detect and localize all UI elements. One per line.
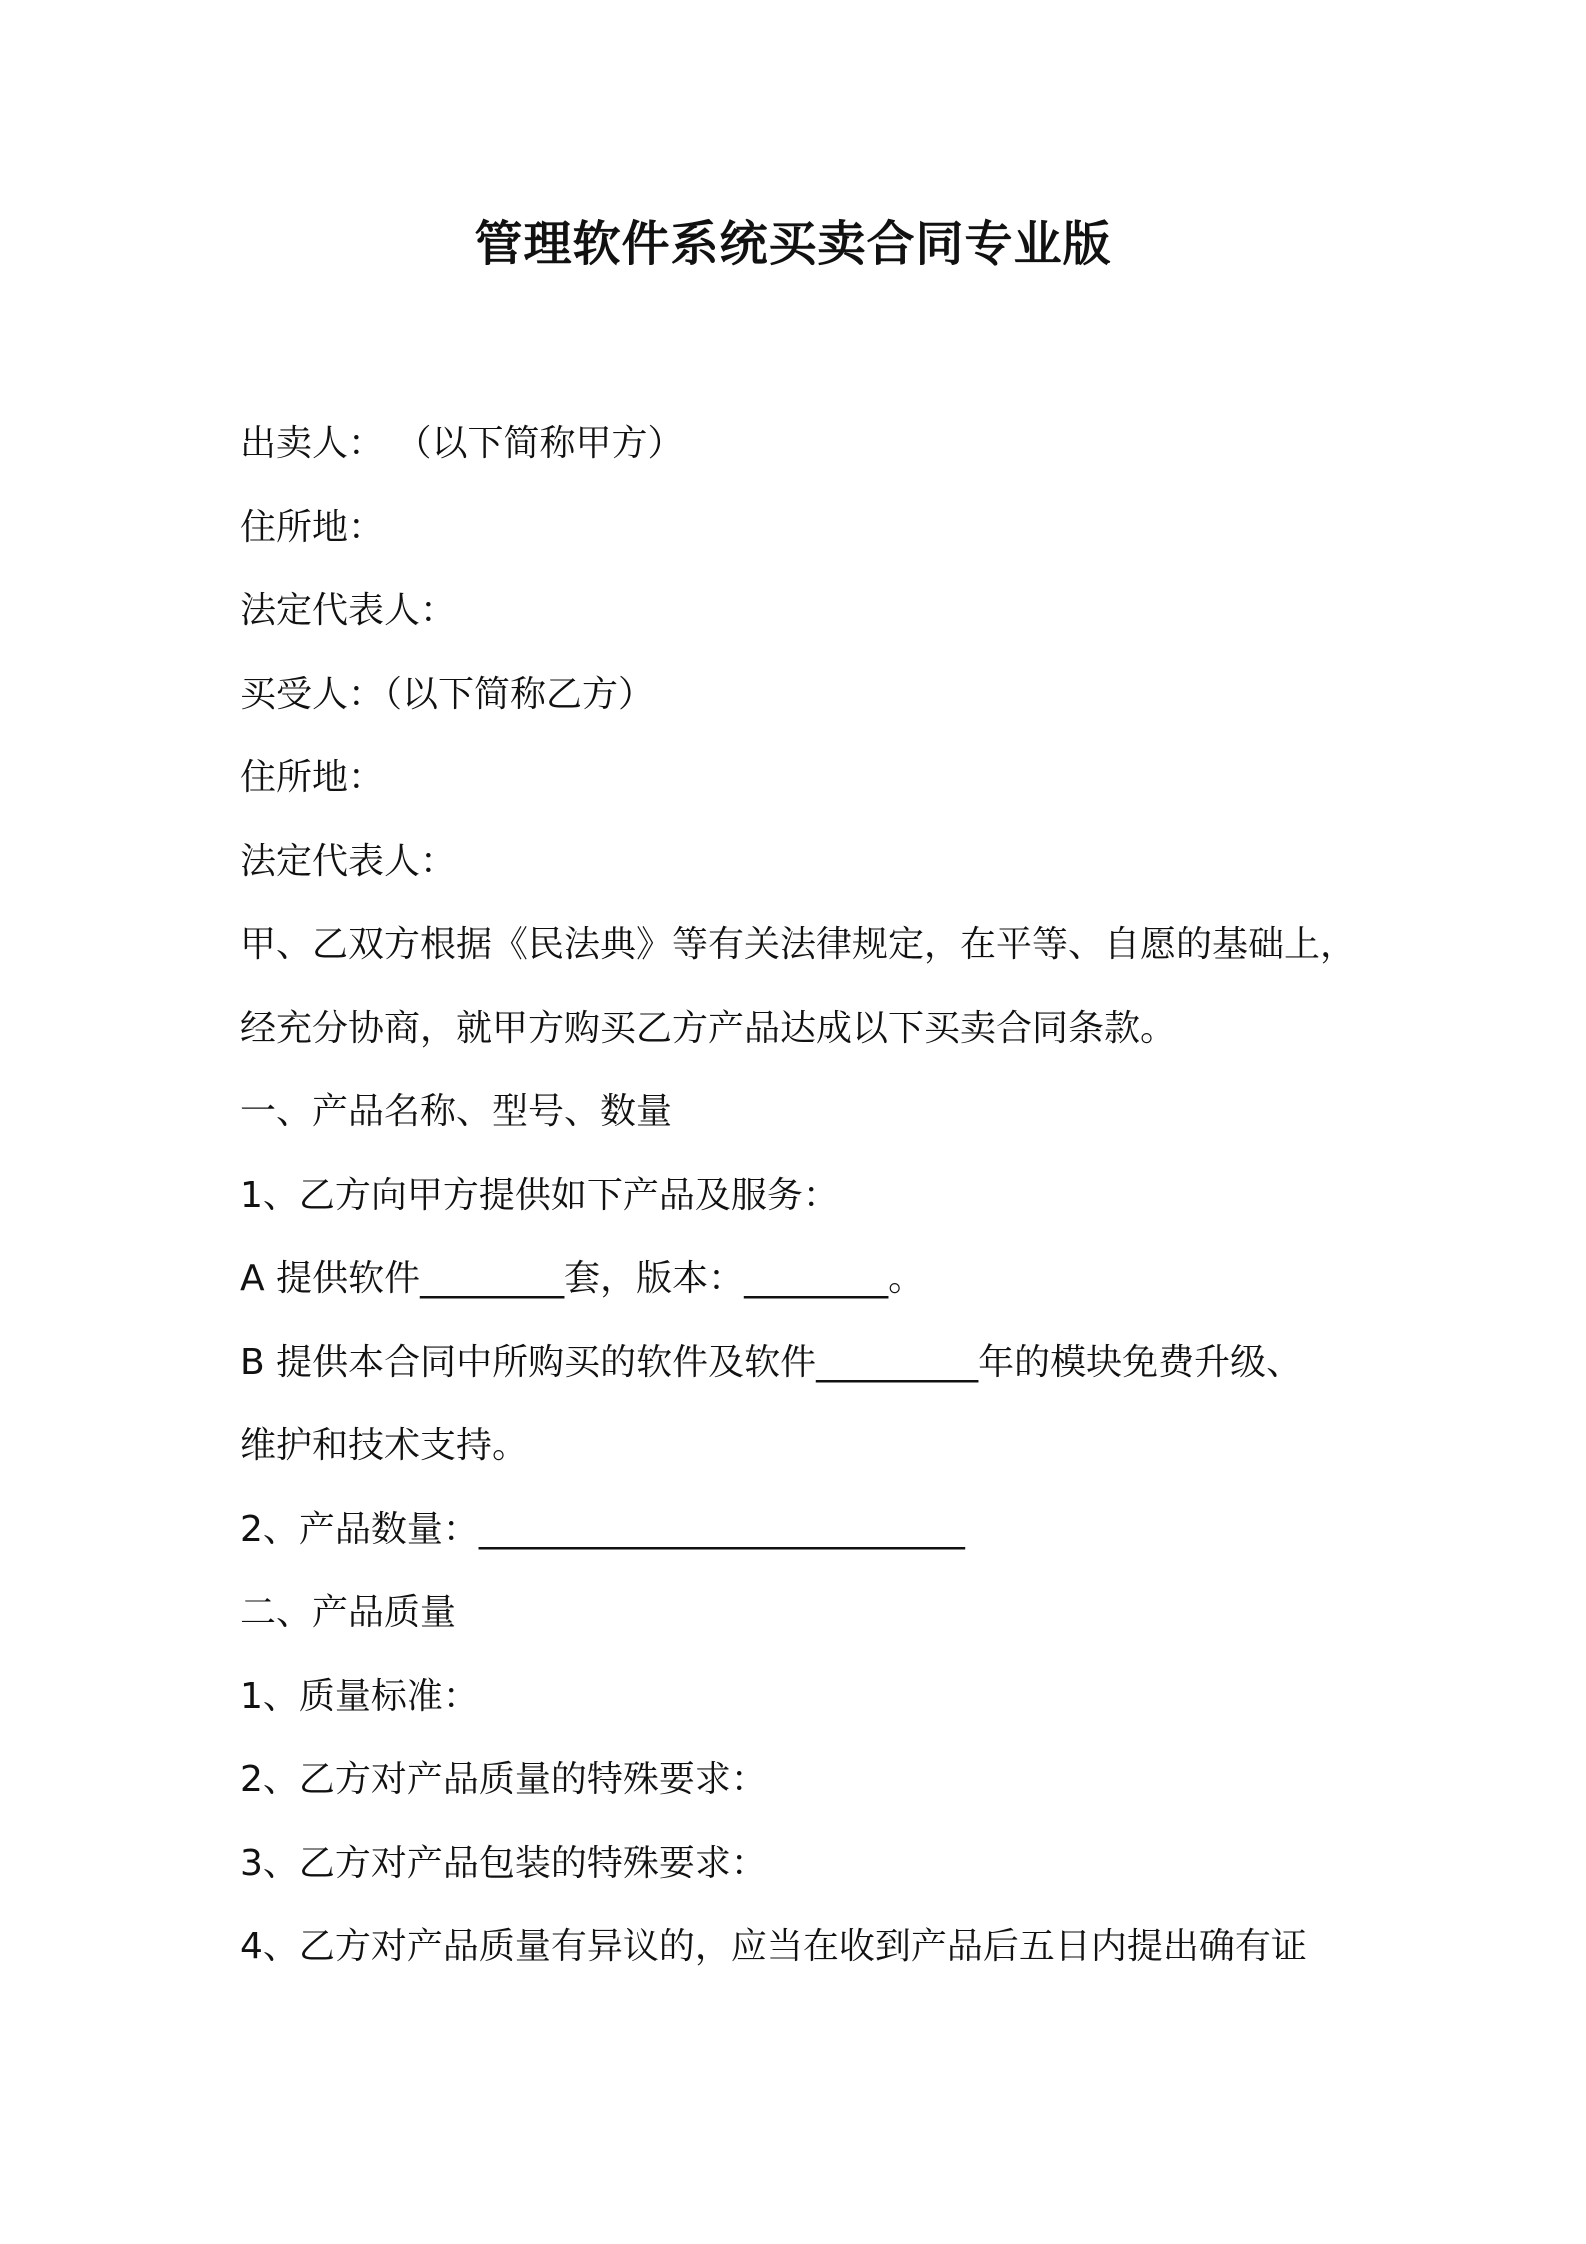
seller-address-line: 住所地： bbox=[240, 506, 385, 548]
buyer-representative-line: 法定代表人： bbox=[240, 840, 457, 882]
clause-1-2: 2、产品数量：___________________________ bbox=[240, 1508, 965, 1550]
clause-1-1-a: A 提供软件________套，版本：________。 bbox=[240, 1258, 925, 1299]
clause-2-2: 2、乙方对产品质量的特殊要求： bbox=[240, 1759, 767, 1800]
document-title: 管理软件系统买卖合同专业版 bbox=[474, 216, 1112, 272]
clause-1-1-b-continued: 维护和技术支持。 bbox=[240, 1425, 529, 1466]
buyer-address-line: 住所地： bbox=[240, 757, 385, 798]
clause-2-1: 1、质量标准： bbox=[240, 1675, 479, 1717]
section-heading-quality: 二、产品质量 bbox=[240, 1592, 457, 1633]
clause-2-3: 3、乙方对产品包装的特殊要求： bbox=[240, 1842, 767, 1884]
clause-1-1: 1、乙方向甲方提供如下产品及服务： bbox=[240, 1174, 839, 1216]
buyer-line: 买受人：（以下简称乙方） bbox=[240, 673, 655, 715]
document-body bbox=[240, 402, 1370, 1989]
seller-line: 出卖人： （以下简称甲方） bbox=[240, 423, 684, 464]
clause-1-1-b: B 提供本合同中所购买的软件及软件_________年的模块免费升级、 bbox=[240, 1341, 1303, 1383]
preamble-line-2: 经充分协商，就甲方购买乙方产品达成以下买卖合同条款。 bbox=[240, 1007, 1177, 1049]
seller-representative-line: 法定代表人： bbox=[240, 590, 457, 631]
section-heading-products: 一、产品名称、型号、数量 bbox=[240, 1091, 673, 1132]
clause-2-4: 4、乙方对产品质量有异议的，应当在收到产品后五日内提出确有证 bbox=[240, 1926, 1307, 1967]
preamble-line-1: 甲、乙双方根据《民法典》等有关法律规定，在平等、自愿的基础上， bbox=[240, 924, 1357, 965]
